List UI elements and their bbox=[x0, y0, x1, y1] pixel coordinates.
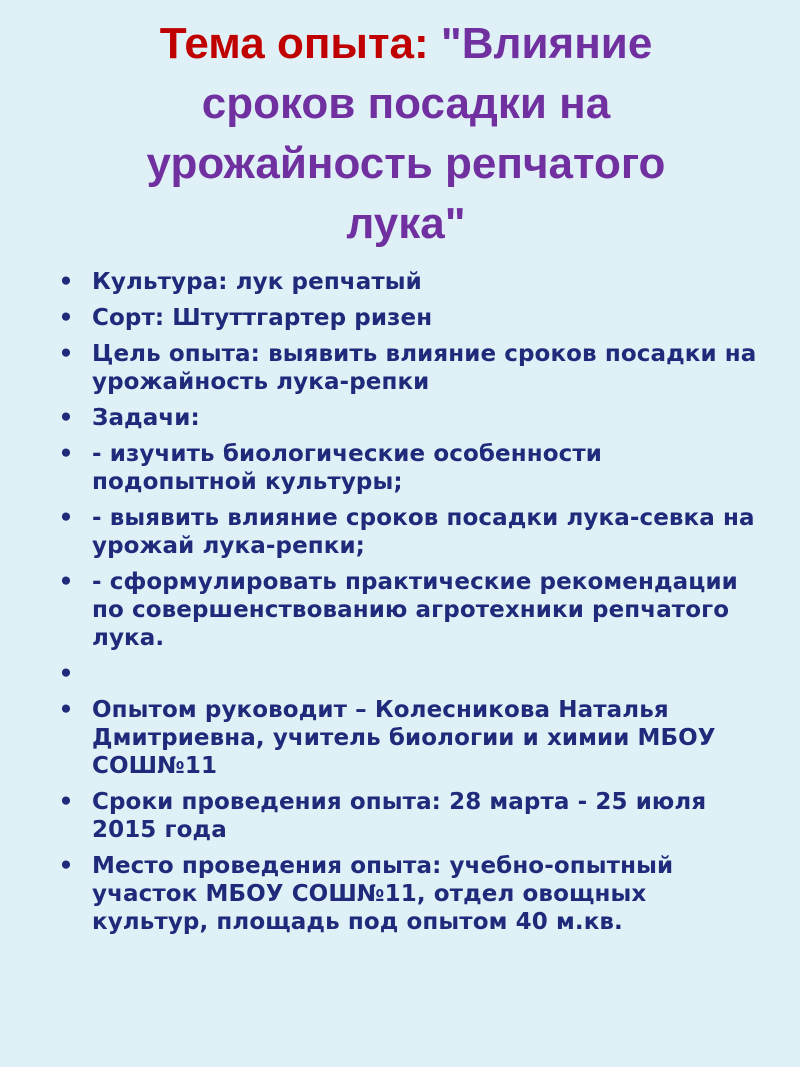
bullet-dot-icon: • bbox=[58, 405, 74, 431]
bullet-item-goal bbox=[52, 340, 760, 396]
bullet-text: Цель опыта: выявить влияние сроков посадки на урожайность лука-репки bbox=[92, 341, 757, 395]
bullet-text: Опытом руководит – Колесникова Наталья Дмитриевна, учитель биологии и химии МБОУ СОШ№11 bbox=[92, 697, 716, 779]
bullet-text: - сформулировать практические рекомендации по совершенствованию агротехники репчатого лука. bbox=[92, 569, 738, 651]
bullet-text: - изучить биологические особенности подопытной культуры; bbox=[92, 441, 602, 495]
bullet-text: Культура: лук репчатый bbox=[92, 269, 422, 295]
slide-title bbox=[52, 14, 760, 254]
title-prefix: Тема опыта: bbox=[159, 19, 429, 68]
bullet-item-location bbox=[52, 852, 760, 936]
bullet-item-supervisor bbox=[52, 696, 760, 780]
bullet-item-tasks bbox=[52, 404, 760, 432]
title-main: "Влияние сроков посадки на урожайность репчатого лука" bbox=[146, 19, 666, 248]
bullet-text: - выявить влияние сроков посадки лука-севка на урожай лука-репки; bbox=[92, 505, 755, 559]
bullet-item-variety bbox=[52, 304, 760, 332]
bullet-item-empty bbox=[52, 660, 760, 688]
bullet-dot-icon: • bbox=[58, 661, 74, 687]
bullet-dot-icon: • bbox=[58, 305, 74, 331]
bullet-item-task-3 bbox=[52, 568, 760, 652]
bullet-dot-icon: • bbox=[58, 853, 74, 879]
bullet-list bbox=[52, 268, 760, 936]
bullet-text: Задачи: bbox=[92, 405, 200, 431]
bullet-dot-icon: • bbox=[58, 789, 74, 815]
bullet-item-task-2 bbox=[52, 504, 760, 560]
bullet-item-culture bbox=[52, 268, 760, 296]
bullet-text: Место проведения опыта: учебно-опытный участок МБОУ СОШ№11, отдел овощных культур, площадь под опытом 40 м.кв. bbox=[92, 853, 674, 935]
bullet-text: Сорт: Штуттгартер ризен bbox=[92, 305, 433, 331]
bullet-dot-icon: • bbox=[58, 269, 74, 295]
bullet-item-task-1 bbox=[52, 440, 760, 496]
bullet-dot-icon: • bbox=[58, 505, 74, 531]
bullet-dot-icon: • bbox=[58, 697, 74, 723]
bullet-text: Сроки проведения опыта: 28 марта - 25 июля 2015 года bbox=[92, 789, 707, 843]
bullet-dot-icon: • bbox=[58, 441, 74, 467]
bullet-dot-icon: • bbox=[58, 569, 74, 595]
bullet-dot-icon: • bbox=[58, 341, 74, 367]
bullet-item-dates bbox=[52, 788, 760, 844]
